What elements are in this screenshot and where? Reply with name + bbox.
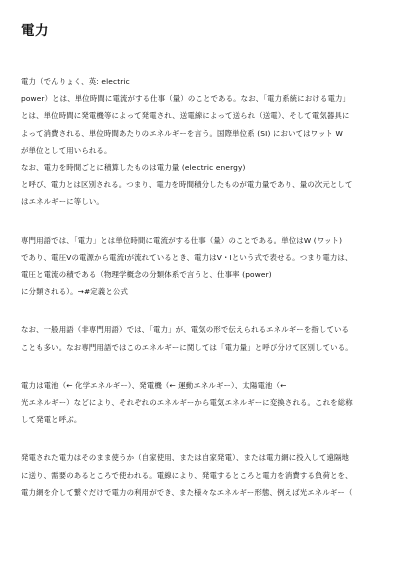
text-line: はエネルギーに等しい。 (21, 197, 104, 207)
text-line: 電圧と電流の積である（物理学概念の分類体系で言うと、仕事率 (power) (21, 270, 272, 280)
paragraph-technical-term (21, 232, 391, 301)
text-line: して発電と呼ぶ。 (21, 415, 82, 425)
article-body (21, 73, 391, 501)
paragraph-distribution (21, 449, 391, 501)
text-line: 電力は電池（← 化学エネルギー）、発電機（← 運動エネルギー）、太陽電池（← (21, 380, 287, 390)
paragraph-definition (21, 73, 391, 211)
text-line: が単位として用いられる。 (21, 145, 112, 155)
text-line: に送り、需要のあるところで使われる。電線により、発電するところと電力を消費する負荷とを、 (21, 470, 353, 480)
text-line: power）とは、単位時間に電流がする仕事（量）のことである。なお、「電力系統における電力」 (21, 94, 351, 104)
text-line: 光エネルギー）などにより、それぞれのエネルギーから電気エネルギーに変換される。これを総称 (21, 398, 353, 408)
paragraph-generation (21, 377, 391, 429)
text-line: 電力網を介して繋ぐだけで電力の利用ができ、また様々なエネルギー形態、例えば光エネルギー（ (21, 487, 353, 497)
page-title: 電力 (21, 23, 49, 39)
text-line: 電力（でんりょく、英: electric (21, 77, 130, 86)
text-line: 専門用語では、「電力」とは単位時間に電流がする仕事（量）のことである。単位はW (ワット) (21, 235, 343, 245)
text-line: と呼び、電力とは区別される。つまり、電力を時間積分したものが電力量であり、量の次元として (21, 180, 353, 190)
text-line: ことも多い。なお専門用語ではこのエネルギーに関しては「電力量」と呼び分けて区別している。 (21, 342, 353, 352)
text-line: 発電された電力はそのまま使うか（自家使用、または自家発電）、または電力網に投入して遠隔地 (21, 453, 350, 463)
text-line: なお、一般用語（非専門用語）では、「電力」が、電気の形で伝えられるエネルギーを指している (21, 325, 350, 335)
text-line: よって消費される、単位時間あたりのエネルギーを言う。国際単位系 (SI) においてはワット W (21, 128, 343, 138)
text-line: なお、電力を時間ごとに積算したものは電力量 (electric energy) (21, 163, 246, 173)
text-line: に分類される）。→#定義と公式 (21, 287, 129, 297)
text-line: であり、電圧Vの電源から電流Iが流れているとき、電力はV・Iという式で表せる。つまり電力は、 (21, 252, 353, 262)
paragraph-general-term (21, 321, 391, 355)
text-line: とは、単位時間に発電機等によって発電され、送電線によって送られ（送電）、そして電気器具に (21, 111, 350, 121)
